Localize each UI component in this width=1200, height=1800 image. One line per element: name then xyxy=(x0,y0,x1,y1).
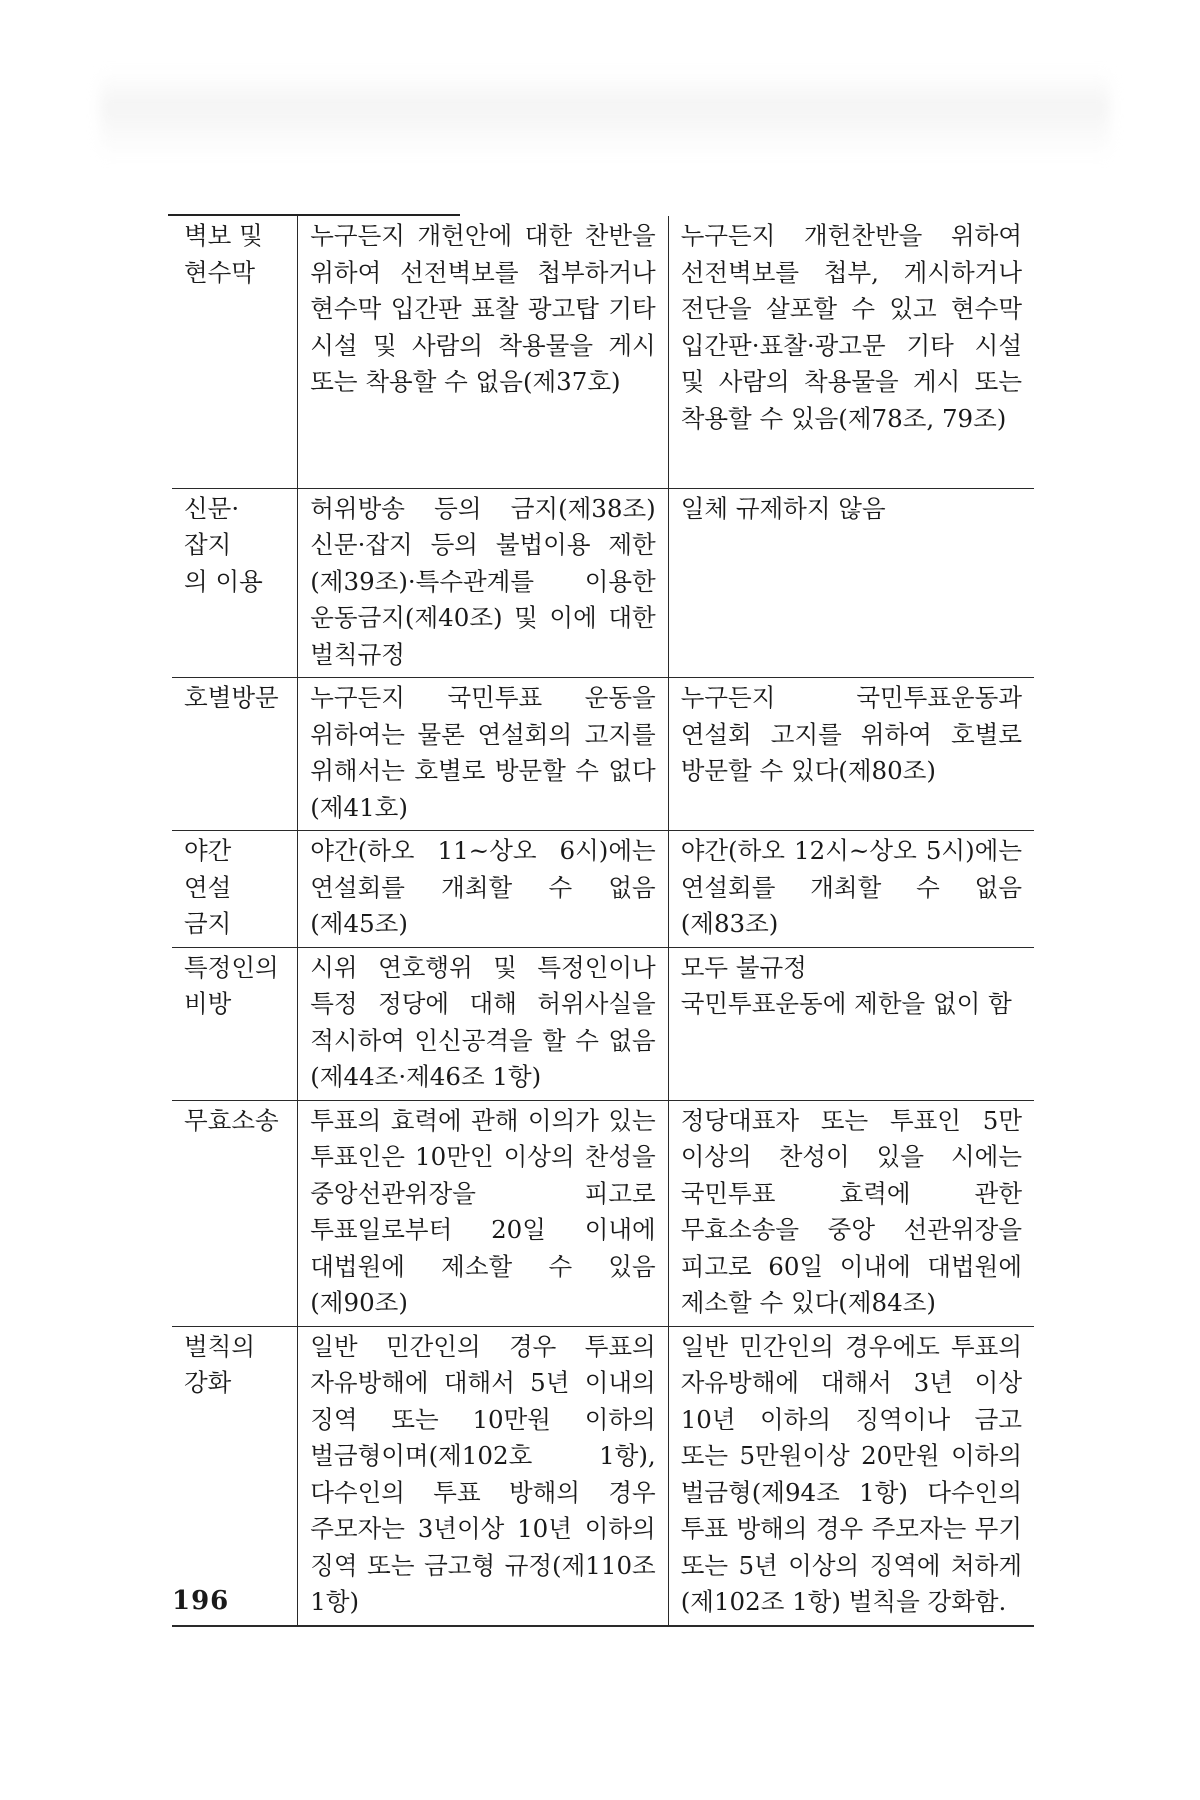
row-category: 벌칙의 강화 xyxy=(172,1326,298,1626)
row-new-provision: 누구든지 개헌찬반을 위하여 선전벽보를 첩부, 게시하거나 전단을 살포할 수 있고 현수막 입간판·표찰·광고문 기타 시설 및 사람의 착용물을 게시 또는 착용할 수 있음(제78조, 79조) xyxy=(680,221,1022,433)
row-old-provision: 야간(하오 11~상오 6시)에는 연설회를 개최할 수 없음(제45조) xyxy=(298,831,668,948)
table-row xyxy=(172,678,1034,831)
row-category: 야간 연설 금지 xyxy=(172,831,298,948)
row-category: 신문·잡지 의 이용 xyxy=(172,488,298,678)
scan-smudge xyxy=(100,70,1110,160)
row-new-provision: 일체 규제하지 않음 xyxy=(668,488,1034,678)
row-new-provision: 누구든지 국민투표운동과 연설회 고지를 위하여 호별로 방문할 수 있다(제80조) xyxy=(668,678,1034,831)
row-category: 벽보 및 현수막 xyxy=(172,216,298,488)
row-category: 특정인의 비방 xyxy=(172,947,298,1100)
row-new-provision: 야간(하오 12시~상오 5시)에는 연설회를 개최할 수 없음(제83조) xyxy=(668,831,1034,948)
row-old-provision: 누구든지 개헌안에 대한 찬반을 위하여 선전벽보를 첩부하거나 현수막 입간판 표찰 광고탑 기타 시설 및 사람의 착용물을 게시 또는 착용할 수 없음(제37호) xyxy=(298,216,668,488)
comparison-table xyxy=(172,216,1034,1627)
table-body xyxy=(172,216,1034,1626)
row-old-provision: 시위 연호행위 및 특정인이나 특정 정당에 대해 허위사실을 적시하여 인신공격을 할 수 없음(제44조·제46조 1항) xyxy=(298,947,668,1100)
table-row xyxy=(172,1100,1034,1326)
table-row xyxy=(172,947,1034,1100)
row-old-provision: 누구든지 국민투표 운동을 위하여는 물론 연설회의 고지를 위해서는 호별로 방문할 수 없다(제41호) xyxy=(298,678,668,831)
row-category: 무효소송 xyxy=(172,1100,298,1326)
row-new-provision: 일반 민간인의 경우에도 투표의 자유방해에 대해서 3년 이상 10년 이하의 징역이나 금고 또는 5만원이상 20만원 이하의 벌금형(제94조 1항) 다수인의 투표 방해의 경우 주모자는 무기 또는 5년 이상의 징역에 처하게(제102조 1항) 벌칙을 강화함. xyxy=(668,1326,1034,1626)
table-row xyxy=(172,831,1034,948)
row-category: 호별방문 xyxy=(172,678,298,831)
row-old-provision: 일반 민간인의 경우 투표의 자유방해에 대해서 5년 이내의 징역 또는 10만원 이하의 벌금형이며(제102호 1항), 다수인의 투표 방해의 경우 주모자는 3년이상 10년 이하의 징역 또는 금고형 규정(제110조 1항) xyxy=(298,1326,668,1626)
table-row xyxy=(172,488,1034,678)
table-row xyxy=(172,1326,1034,1626)
page-number: 196 xyxy=(172,1586,230,1616)
row-old-provision: 허위방송 등의 금지(제38조) 신문·잡지 등의 불법이용 제한(제39조)·특수관계를 이용한 운동금지(제40조) 및 이에 대한 벌칙규정 xyxy=(298,488,668,678)
row-new-provision: 정당대표자 또는 투표인 5만 이상의 찬성이 있을 시에는 국민투표 효력에 관한 무효소송을 중앙 선관위장을 피고로 60일 이내에 대법원에 제소할 수 있다(제84조) xyxy=(668,1100,1034,1326)
row-new-provision: 모두 불규정 국민투표운동에 제한을 없이 함 xyxy=(668,947,1034,1100)
table-row xyxy=(172,216,1034,488)
row-old-provision: 투표의 효력에 관해 이의가 있는 투표인은 10만인 이상의 찬성을 중앙선관위장을 피고로 투표일로부터 20일 이내에 대법원에 제소할 수 있음(제90조) xyxy=(298,1100,668,1326)
